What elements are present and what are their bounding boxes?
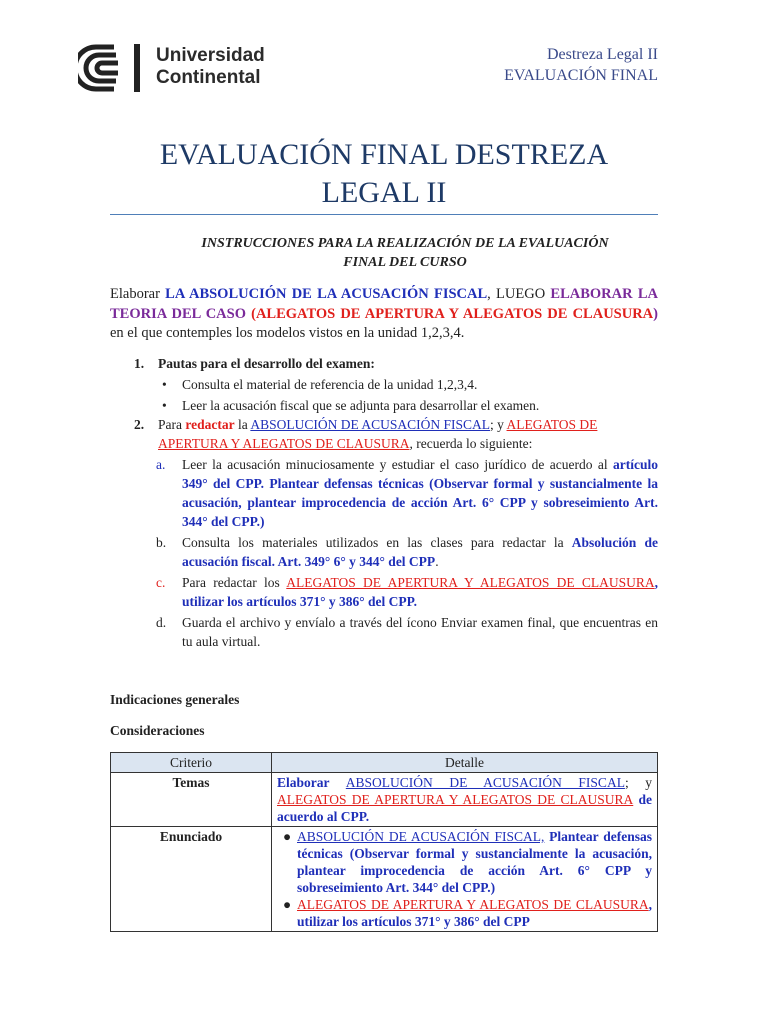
sub-item-a	[110, 455, 658, 531]
sub-text: Para redactar los	[182, 575, 287, 590]
instructions-line-2: FINAL DEL CURSO	[343, 255, 467, 270]
table-row	[111, 773, 658, 827]
list-item-1	[110, 354, 658, 373]
table-cell-detalle	[272, 827, 658, 932]
list-text: Para	[158, 417, 186, 432]
list-absolucion: ABSOLUCIÓN DE ACUSACIÓN FISCAL	[250, 417, 491, 432]
intro-paren: )	[653, 305, 658, 322]
sub-emphasis: Absolución de acusación fiscal. Art. 349° 6° y 344° del CPP	[182, 535, 658, 569]
cell-alegatos: ALEGATOS DE APERTURA Y ALEGATOS DE CLAUSURA	[277, 792, 634, 807]
intro-paren: (	[245, 305, 256, 322]
page-title	[110, 136, 658, 212]
bullet-text: Leer la acusación fiscal que se adjunta para desarrollar el examen.	[182, 398, 540, 413]
instructions-list	[110, 354, 658, 651]
intro-teoria: ELABORAR LA TEORIA DEL CASO	[110, 286, 658, 322]
cell-text: Elaborar	[277, 775, 346, 790]
intro-text: , LUEGO	[487, 286, 551, 302]
list-redactar: redactar	[185, 417, 235, 432]
list-item-2	[110, 415, 658, 453]
brand-line-1: Universidad	[156, 45, 265, 66]
sub-alegatos: ALEGATOS DE APERTURA Y ALEGATOS DE CLAUSURA	[286, 575, 655, 590]
list-text: la	[234, 417, 251, 432]
sub-letter: b.	[156, 535, 167, 550]
university-logo-icon	[78, 44, 148, 92]
title-line-2: LEGAL II	[321, 176, 447, 209]
intro-alegatos: ALEGATOS DE APERTURA Y ALEGATOS DE CLAUSURA	[255, 305, 654, 322]
cell-bullet-item	[277, 828, 652, 896]
list-number: 2.	[134, 417, 145, 432]
sub-emphasis: artículo 349° del CPP. Plantear defensas técnicas (Observar formal y sustancialmente la acusación, plantear improcedencia de acción Art. 6° CPP y sobreseimiento Art. 344° del CPP.)	[182, 457, 658, 529]
sub-text: Leer la acusación minuciosamente y estudiar el caso jurídico de acuerdo al	[182, 457, 613, 472]
intro-text: Elaborar	[110, 286, 166, 302]
table-cell-criterio: Enunciado	[111, 827, 272, 932]
cell-alegatos: ALEGATOS DE APERTURA Y ALEGATOS DE CLAUSURA	[297, 897, 649, 912]
list-number: 1.	[134, 356, 145, 371]
bullet-item	[110, 396, 658, 415]
bullet-text: Consulta el material de referencia de la unidad 1,2,3,4.	[182, 377, 478, 392]
sub-text: Consulta los materiales utilizados en las clases para redactar la	[182, 535, 572, 550]
bullet-icon: •	[162, 377, 167, 392]
title-divider	[110, 214, 658, 215]
cell-absolucion: ABSOLUCIÓN DE ACUSACIÓN FISCAL,	[297, 829, 545, 844]
sub-emphasis: , utilizar los artículos 371° y 386° del CPP.	[182, 575, 658, 609]
cell-text: Plantear defensas técnicas (Observar formal y sustancialmente la acusación, plantear improcedencia de acción Art. 6° CPP y sobreseimiento Art. 344° del CPP.)	[297, 829, 652, 895]
bullet-icon: ●	[283, 829, 292, 844]
instructions-line-1: INSTRUCCIONES PARA LA REALIZACIÓN DE LA EVALUACIÓN	[201, 236, 609, 251]
bullet-icon: ●	[283, 897, 292, 912]
exam-name: EVALUACIÓN FINAL	[504, 67, 658, 84]
intro-text: en el que contemples los modelos vistos en la unidad 1,2,3,4.	[110, 325, 465, 341]
university-name	[156, 45, 265, 89]
cell-absolucion: ABSOLUCIÓN DE ACUSACIÓN FISCAL	[345, 775, 625, 790]
sub-letter: c.	[156, 575, 166, 590]
instructions-heading	[170, 234, 640, 272]
sub-item-b	[110, 533, 658, 571]
list-alegatos: ALEGATOS DE APERTURA Y ALEGATOS DE CLAUSURA	[158, 417, 598, 451]
table-cell-detalle	[272, 773, 658, 827]
list-item-title: Pautas para el desarrollo del examen:	[158, 356, 375, 371]
table-header-row	[111, 753, 658, 773]
bullet-icon: •	[162, 398, 167, 413]
criteria-table	[110, 752, 658, 932]
sub-item-d	[110, 613, 658, 651]
course-name: Destreza Legal II	[546, 46, 658, 63]
sub-letter: d.	[156, 615, 167, 630]
considerations-heading: Consideraciones	[110, 723, 205, 738]
table-cell-criterio: Temas	[111, 773, 272, 827]
header-course-info	[504, 44, 658, 86]
list-text: ; y	[490, 417, 507, 432]
sub-text: Guarda el archivo y envíalo a través del ícono Enviar examen final, que encuentras en tu aula virtual.	[182, 615, 658, 649]
cell-bullet-item	[277, 896, 652, 930]
general-indications-heading: Indicaciones generales	[110, 692, 240, 707]
cell-text: de acuerdo al CPP.	[277, 792, 653, 824]
table-header-criterio: Criterio	[111, 753, 272, 773]
table-row	[111, 827, 658, 932]
list-text: , recuerda lo siguiente:	[409, 436, 533, 451]
intro-paragraph	[110, 285, 658, 344]
sub-item-c	[110, 573, 658, 611]
intro-absolucion: LA ABSOLUCIÓN DE LA ACUSACIÓN FISCAL	[165, 286, 488, 302]
sub-text: .	[435, 554, 439, 569]
table-header-detalle: Detalle	[272, 753, 658, 773]
sub-letter: a.	[156, 457, 166, 472]
cell-text: , utilizar los artículos 371° y 386° del CPP	[297, 897, 652, 929]
cell-text: ; y	[624, 775, 652, 790]
brand-line-2: Continental	[156, 67, 261, 88]
title-line-1: EVALUACIÓN FINAL DESTREZA	[159, 138, 609, 171]
bullet-item	[110, 375, 658, 394]
